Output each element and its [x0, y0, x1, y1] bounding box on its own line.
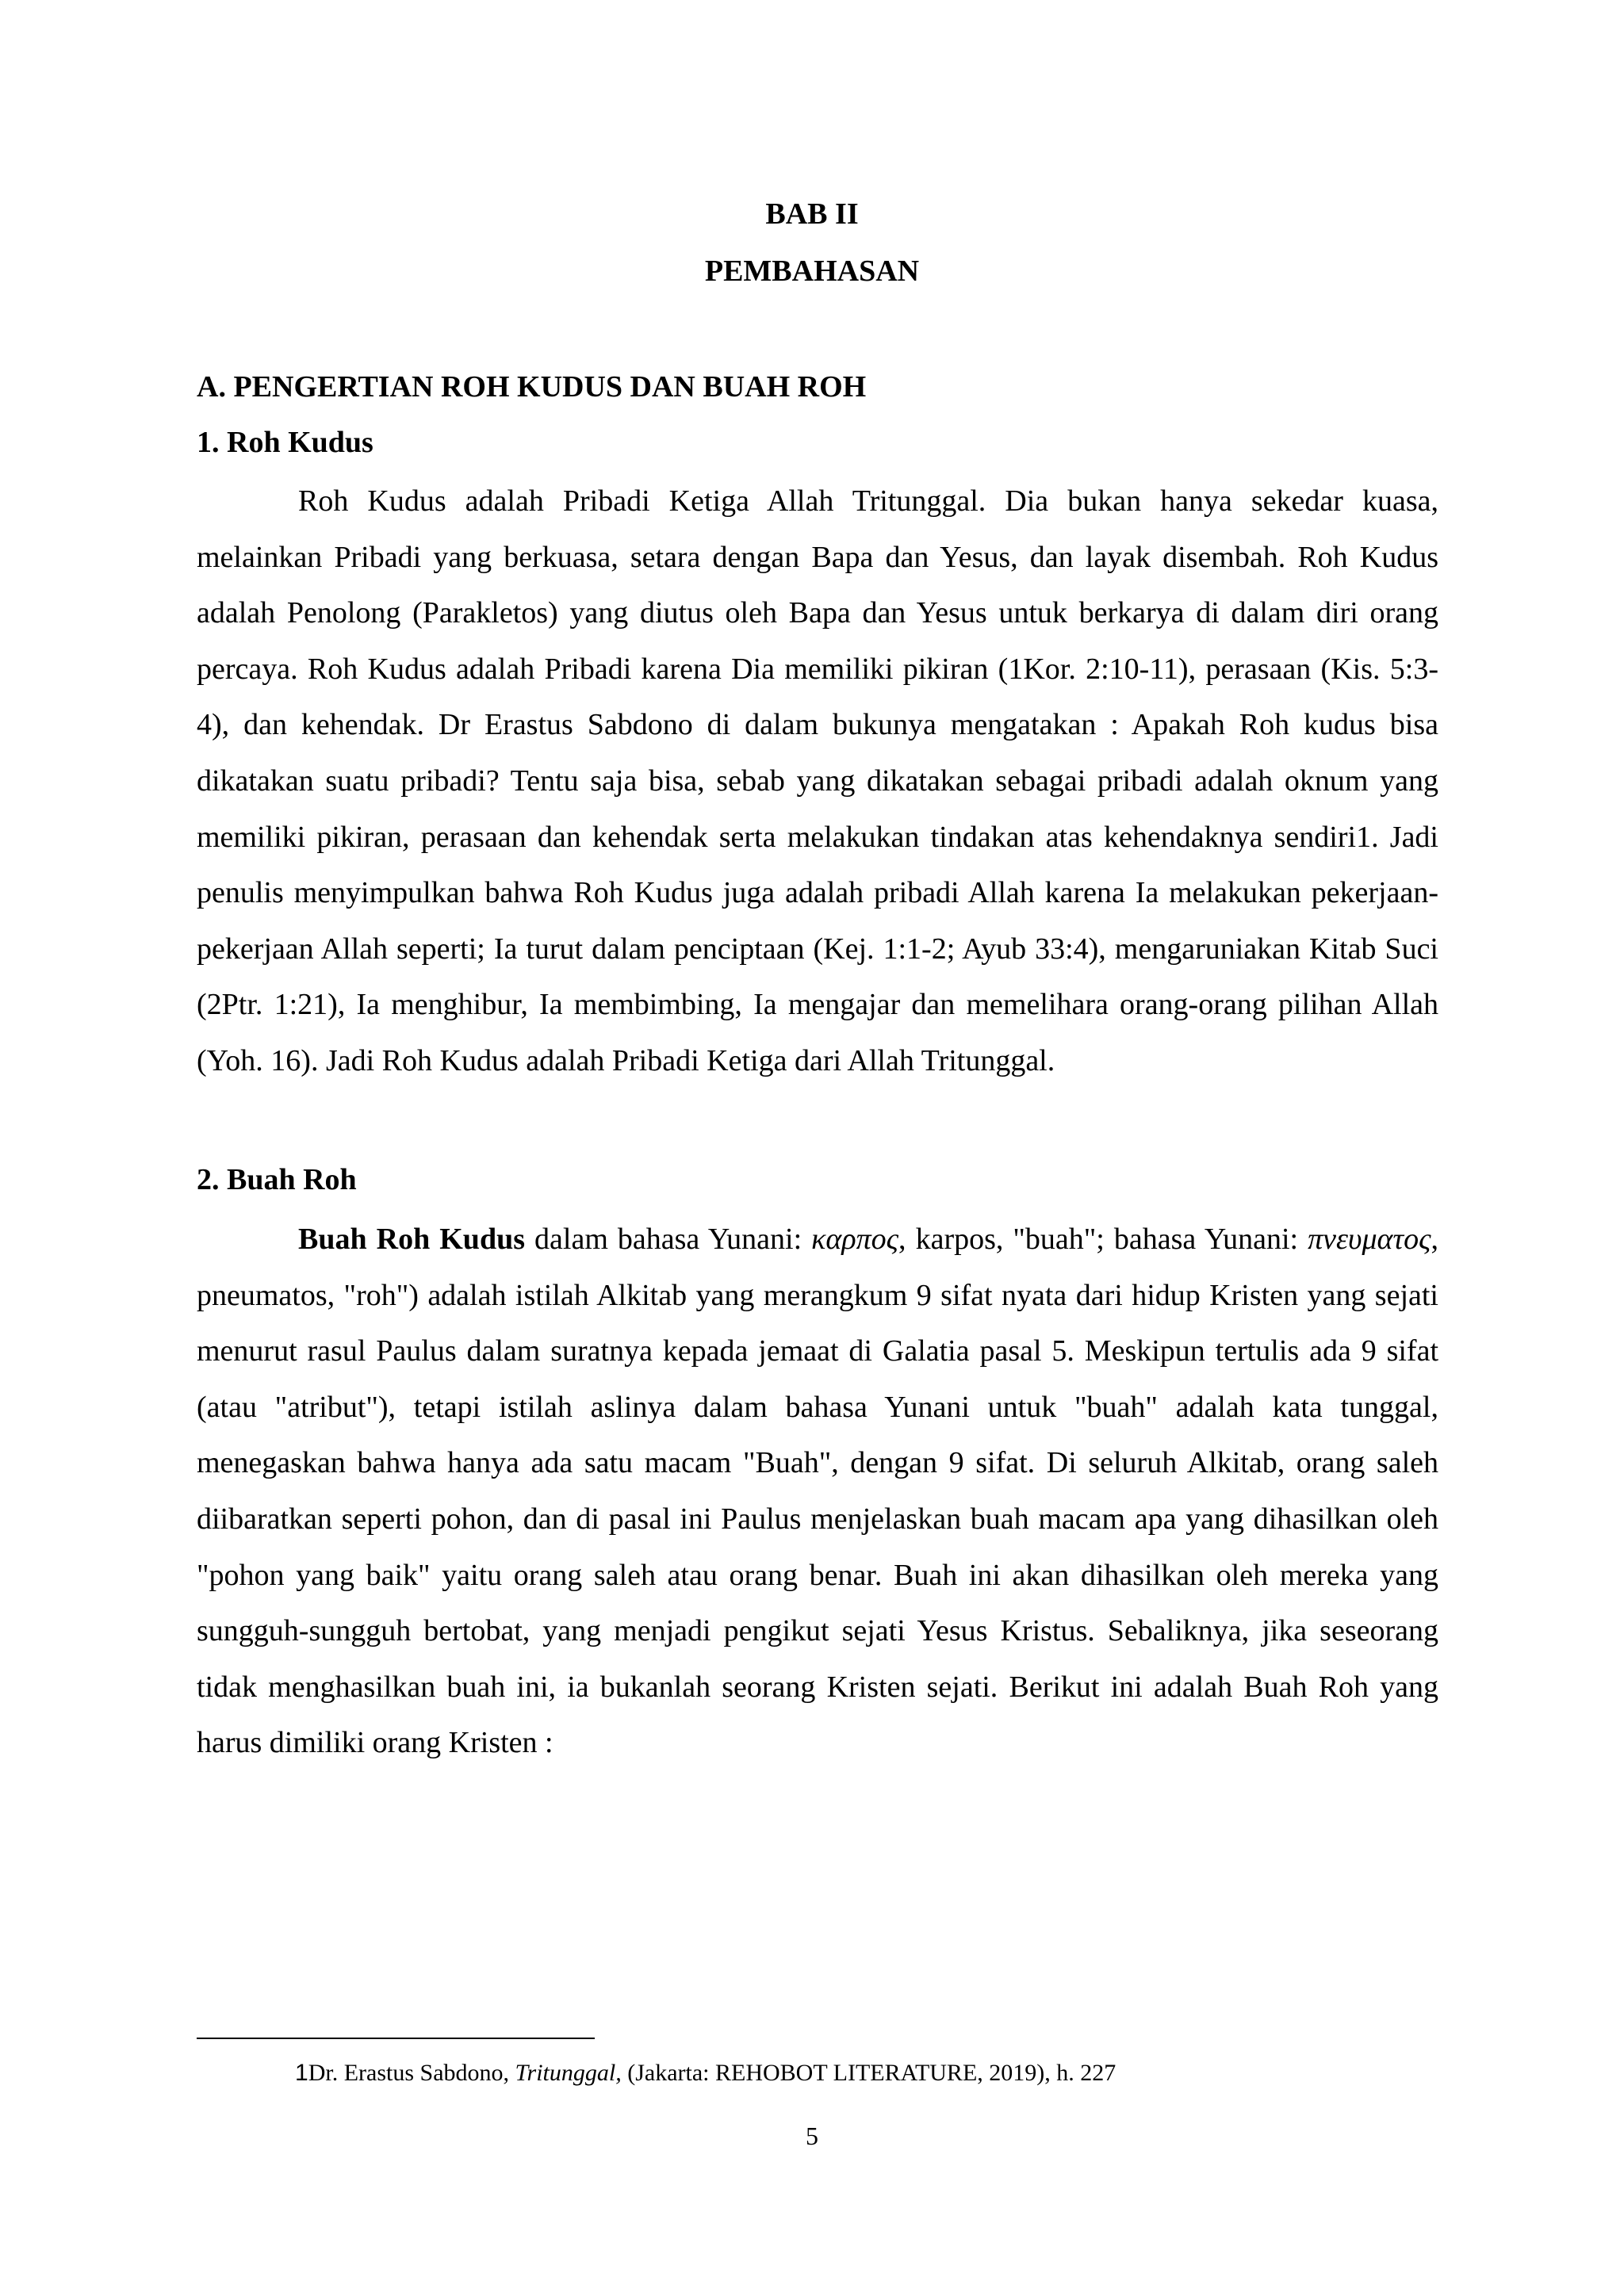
footnote-author: Dr. Erastus Sabdono,	[308, 2060, 515, 2086]
footnote-title: Tritunggal,	[515, 2060, 622, 2086]
paragraph-buah-roh	[197, 1211, 1438, 1771]
footnote-publication: (Jakarta: REHOBOT LITERATURE, 2019), h. 227	[621, 2060, 1116, 2086]
footnote-divider	[197, 2038, 595, 2039]
paragraph-text: dalam bahasa Yunani:	[525, 1223, 812, 1256]
paragraph-text: , karpos, "buah"; bahasa Yunani:	[898, 1223, 1308, 1256]
greek-term: πνευματος	[1308, 1223, 1431, 1256]
paragraph-roh-kudus: Roh Kudus adalah Pribadi Ketiga Allah Tritunggal. Dia bukan hanya sekedar kuasa, melainkan Pribadi yang berkuasa, setara dengan Bapa dan Yesus, dan layak disembah. Roh Kudus adalah Penolong (Parakletos) yang diutus oleh Bapa dan Yesus untuk berkarya di dalam diri orang percaya. Roh Kudus adalah Pribadi karena Dia memiliki pikiran (1Kor. 2:10-11), perasaan (Kis. 5:3-4), dan kehendak. Dr Erastus Sabdono di dalam bukunya mengatakan : Apakah Roh kudus bisa dikatakan suatu pribadi? Tentu saja bisa, sebab yang dikatakan sebagai pribadi adalah oknum yang memiliki pikiran, perasaan dan kehendak serta melakukan tindakan atas kehendaknya sendiri1. Jadi penulis menyimpulkan bahwa Roh Kudus juga adalah pribadi Allah karena Ia melakukan pekerjaan-pekerjaan Allah seperti; Ia turut dalam penciptaan (Kej. 1:1-2; Ayub 33:4), mengaruniakan Kitab Suci (2Ptr. 1:21), Ia menghibur, Ia membimbing, Ia mengajar dan memelihara orang-orang pilihan Allah (Yoh. 16). Jadi Roh Kudus adalah Pribadi Ketiga dari Allah Tritunggal.	[197, 484, 1438, 1077]
subsection-heading-a: A. PENGERTIAN ROH KUDUS DAN BUAH ROH	[197, 370, 867, 404]
footnote	[295, 2060, 1116, 2087]
page-number: 5	[806, 2122, 818, 2150]
bold-term: Buah Roh Kudus	[298, 1223, 525, 1256]
footnote-number: 1	[295, 2060, 308, 2086]
subsection-heading-2: 2. Buah Roh	[197, 1163, 357, 1196]
greek-term: καρπος	[811, 1223, 899, 1256]
paragraph-text: , pneumatos, "roh") adalah istilah Alkitab yang merangkum 9 sifat nyata dari hidup Kristen yang sejati menurut rasul Paulus dalam suratnya kepada jemaat di Galatia pasal 5. Meskipun tertulis ada 9 sifat (atau "atribut"), tetapi istilah aslinya dalam bahasa Yunani untuk "buah" adalah kata tunggal, menegaskan bahwa hanya ada satu macam "Buah", dengan 9 sifat. Di seluruh Alkitab, orang saleh diibaratkan seperti pohon, dan di pasal ini Paulus menjelaskan buah macam apa yang dihasilkan oleh "pohon yang baik" yaitu orang saleh atau orang benar. Buah ini akan dihasilkan oleh mereka yang sungguh-sungguh bertobat, yang menjadi pengikut sejati Yesus Kristus. Sebaliknya, jika seseorang tidak menghasilkan buah ini, ia bukanlah seorang Kristen sejati. Berikut ini adalah Buah Roh yang harus dimiliki orang Kristen :	[197, 1223, 1438, 1760]
section-title: PEMBAHASAN	[704, 254, 920, 288]
chapter-heading: BAB II	[765, 197, 859, 231]
subsection-heading-1: 1. Roh Kudus	[197, 426, 373, 459]
